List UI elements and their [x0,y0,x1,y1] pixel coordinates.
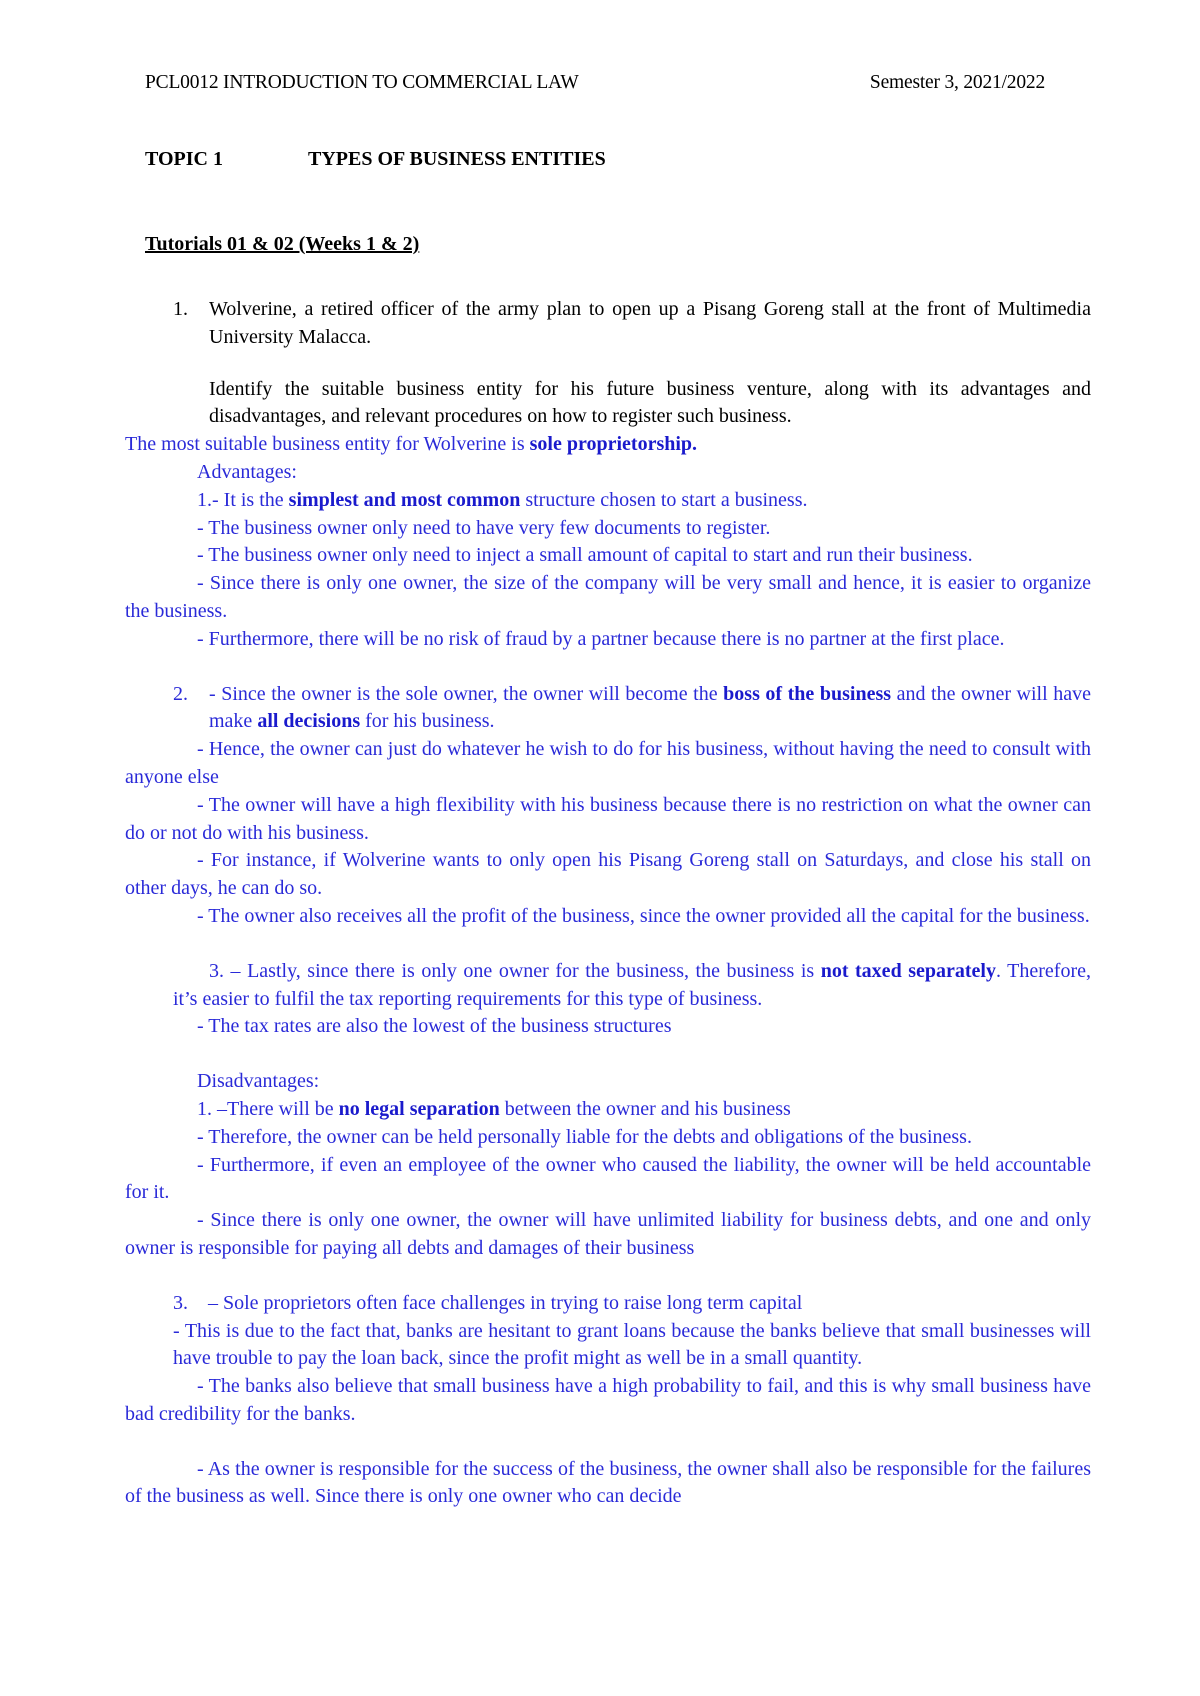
question-text: Wolverine, a retired officer of the army plan to open up a Pisang Goreng stall at the front of Multimedia University Malacca. [209,298,1091,348]
disadvantage-3-b: - This is due to the fact that, banks are hesitant to grant loans because the banks believe that small businesses will have trouble to pay the loan back, since the profit might as well be in a small quantity. [173,1319,1091,1370]
disadvantages-label: Disadvantages: [197,1070,320,1093]
question-item [125,296,1091,431]
answer-entity: sole proprietorship. [529,433,698,456]
advantage-3-b: - The tax rates are also the lowest of the business structures [197,1015,672,1038]
advantages-label: Advantages: [197,460,297,483]
advantage-2-b: - Hence, the owner can just do whatever he wish to do for his business, without having the need to consult with anyone else [125,738,1091,788]
disadvantage-3-c: - The banks also believe that small business have a high probability to fail, and this is why small business have bad credibility for the banks. [125,1375,1091,1425]
question-number: 1. [173,298,188,320]
advantage-2-d: - For instance, if Wolverine wants to only open his Pisang Goreng stall on Saturdays, and close his stall on other days, he can do so. [125,849,1091,900]
advantage-1-c: - The business owner only need to inject a small amount of capital to start and run their business. [197,544,973,567]
disadvantage-1-d: - Since there is only one owner, the owner will have unlimited liability for business debts, and one and only owner is responsible for paying all debts and damages of their business [125,1209,1091,1259]
answer-intro: The most suitable business entity for Wolverine is sole proprietorship. [125,433,698,456]
disadvantage-3: 3. – Sole proprietors often face challenges in trying to raise long term capital - This is due to the fact that, banks are hesitant to grant loans because the banks believe that small businesses will have trouble to pay the loan back, since the profit might as well be in a small quantity. [125,1290,1091,1373]
advantage-1-b: - The business owner only need to have very few documents to register. [197,516,771,539]
disadvantage-3-d: - As the owner is responsible for the success of the business, the owner shall also be responsible for the failures of the business as well. Since there is only one owner who can decide [125,1457,1091,1508]
course-header: PCL0012 INTRODUCTION TO COMMERCIAL LAW [145,72,579,93]
question-instruction: Identify the suitable business entity for his future business venture, along with its advantages and disadvantages, and relevant procedures on how to register such business. [209,377,1091,428]
tutorials-heading: Tutorials 01 & 02 (Weeks 1 & 2) [145,233,420,255]
advantage-2: 2. - Since the owner is the sole owner, the owner will become the boss of the business and the owner will have make all decisions for his business. [173,682,1091,733]
disadvantage-1-c: - Furthermore, if even an employee of the owner who caused the liability, the owner will be held accountable for it. [125,1153,1091,1204]
advantage-1: 1.- It is the simplest and most common structure chosen to start a business. [197,488,808,511]
answer-section [125,431,1091,1511]
topic-title: TYPES OF BUSINESS ENTITIES [308,148,606,170]
document-body [125,296,1091,1511]
topic-number: TOPIC 1 [145,148,223,170]
advantage-2-e: - The owner also receives all the profit of the business, since the owner provided all the capital for the business. [197,904,1090,927]
disadvantage-3-number: 3. [173,1291,188,1314]
advantage-3: 3. – Lastly, since there is only one owner for the business, the business is not taxed separately. Therefore, it’s easier to fulfil the tax reporting requirements for this type of business. [173,959,1091,1010]
disadvantage-1: 1. –There will be no legal separation between the owner and his business [197,1097,791,1120]
disadvantage-1-b: - Therefore, the owner can be held personally liable for the debts and obligations of the business. [197,1125,972,1148]
advantage-1-e: - Furthermore, there will be no risk of fraud by a partner because there is no partner at the first place. [197,627,1005,650]
advantage-1-d: - Since there is only one owner, the size of the company will be very small and hence, it is easier to organize the business. [125,572,1091,622]
advantage-2-c: - The owner will have a high flexibility with his business because there is no restriction on what the owner can do or not do with his business. [125,793,1091,844]
semester-header: Semester 3, 2021/2022 [869,72,1045,93]
